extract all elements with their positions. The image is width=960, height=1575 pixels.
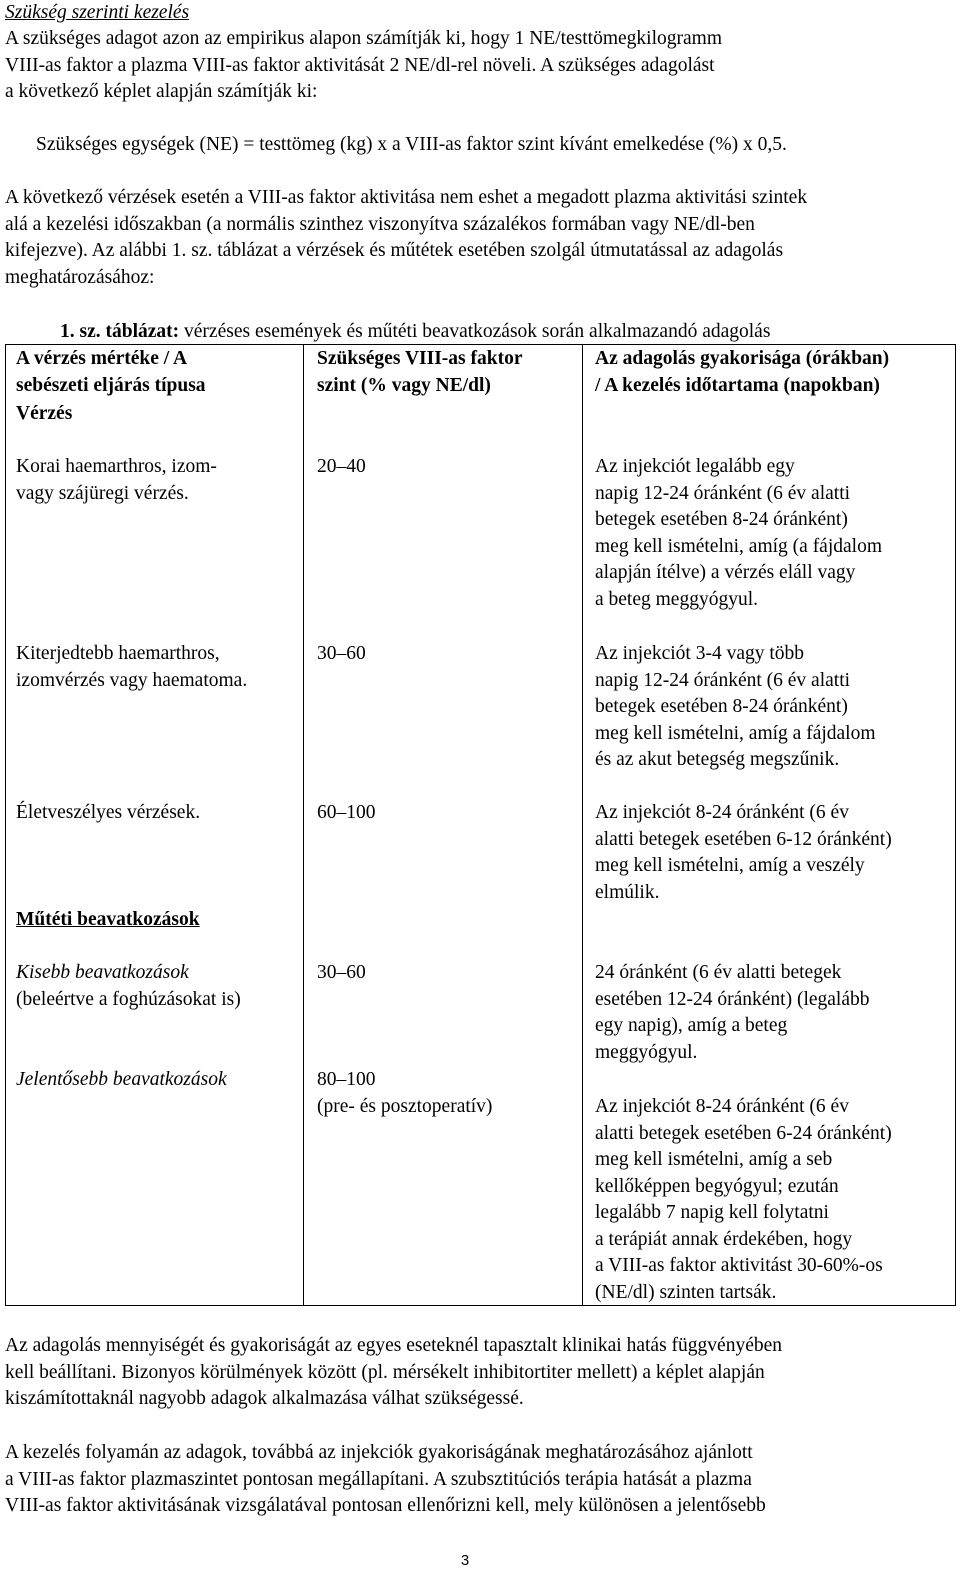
table-row-1-frequency — [595, 454, 955, 613]
cell-line: 30–60 — [317, 962, 366, 983]
text-line: alá a kezelési időszakban (a normális szinthez viszonyítva százalékos formában vagy NE/dl-ben — [5, 213, 755, 235]
text-line: Az adagolás mennyiségét és gyakoriságát az egyes eseteknél tapasztalt klinikai hatás függvényében — [5, 1335, 783, 1356]
cell-line: a beteg meggyógyul. — [595, 588, 758, 610]
cell-line: napig 12-24 óránként (6 év alatti — [595, 482, 851, 504]
header-line: / A kezelés időtartama (napokban) — [595, 374, 880, 396]
header-frequency — [595, 346, 955, 399]
dosage-table — [5, 344, 956, 1306]
cell-line: napig 12-24 óránként (6 év alatti — [595, 669, 851, 691]
header-line: sebészeti eljárás típusa — [16, 374, 206, 396]
cell-line: (pre- és posztoperatív) — [317, 1095, 493, 1117]
cell-line: vagy szájüregi vérzés. — [16, 482, 189, 504]
cell-line: meg kell ismételni, amíg (a fájdalom — [595, 535, 882, 557]
text-line: VIII-as faktor aktivitásának vizsgálatával pontosan ellenőrizni kell, mely különösen a jelentősebb — [5, 1495, 766, 1516]
cell-line: Jelentősebb beavatkozások — [16, 1069, 227, 1090]
table-row-2-frequency — [595, 641, 955, 774]
cell-line: betegek esetében 8-24 óránként) — [595, 509, 848, 530]
intro-paragraph — [5, 26, 955, 106]
cell-line: meg kell ismételni, amíg a fájdalom — [595, 722, 876, 744]
cell-line: alatti betegek esetében 6-24 óránként) — [595, 1122, 892, 1144]
table-row-1-type — [16, 454, 301, 507]
text-line: A kezelés folyamán az adagok, továbbá az injekciók gyakoriságának meghatározásához ajánlott — [5, 1442, 753, 1463]
header-line: A vérzés mértéke / A — [16, 348, 188, 369]
table-row-4-frequency — [595, 960, 955, 1066]
table-row-2-level: 30–60 — [317, 643, 366, 664]
cell-line: a VIII-as faktor aktivitást 30-60%-os — [595, 1255, 883, 1276]
header-bleeding-type — [16, 346, 301, 399]
table-row-2-type — [16, 641, 301, 694]
adjustment-paragraph — [5, 1333, 955, 1413]
table-row-3-frequency — [595, 800, 955, 906]
table-row-4-type — [16, 960, 301, 1013]
header-line: szint (% vagy NE/dl) — [317, 374, 491, 396]
text-line: A következő vérzések esetén a VIII-as faktor aktivitása nem eshet a megadott plazma aktivitási szintek — [5, 187, 808, 208]
text-line: meghatározásához: — [5, 266, 155, 288]
cell-line: alatti betegek esetében 6-12 óránként) — [595, 828, 892, 850]
header-line: Az adagolás gyakorisága (órákban) — [595, 348, 890, 369]
section-bleeding: Vérzés — [16, 403, 73, 424]
cell-line: meg kell ismételni, amíg a seb — [595, 1149, 833, 1170]
cell-line: kellőképpen begyógyul; ezután — [595, 1175, 839, 1197]
cell-line: Az injekciót 8-24 óránként (6 év — [595, 1096, 849, 1117]
cell-line: legalább 7 napig kell folytatni — [595, 1202, 829, 1223]
cell-line: Kisebb beavatkozások — [16, 962, 189, 983]
cell-line: alapján ítélve) a vérzés eláll vagy — [595, 562, 856, 583]
text-line: kell beállítani. Bizonyos körülmények között (pl. mérsékelt inhibitortiter mellett) a képlet alapján — [5, 1361, 765, 1383]
text-line: A szükséges adagot azon az empirikus alapon számítják ki, hogy 1 NE/testtömegkilogramm — [5, 28, 722, 49]
text-line: kiszámítottaknál nagyobb adagok alkalmazása válhat szükségessé. — [5, 1388, 524, 1409]
dosage-formula: Szükséges egységek (NE) = testtömeg (kg) x a VIII-as faktor szint kívánt emelkedése (%) x 0,5. — [36, 134, 787, 155]
column-divider — [582, 345, 583, 1305]
cell-line: elmúlik. — [595, 881, 660, 903]
table-row-5-frequency — [595, 1094, 955, 1306]
cell-line: (beleértve a foghúzásokat is) — [16, 988, 241, 1010]
table-row-5-level — [317, 1067, 579, 1120]
text-line: VIII-as faktor a plazma VIII-as faktor aktivitását 2 NE/dl-rel növeli. A szükséges adagolást — [5, 54, 715, 76]
cell-line: és az akut betegség megszűnik. — [595, 749, 840, 770]
text-line: a következő képlet alapján számítják ki: — [5, 81, 318, 102]
cell-line: meg kell ismételni, amíg a veszély — [595, 855, 865, 876]
section-surgery: Műtéti beavatkozások — [16, 909, 200, 930]
cell-line: Az injekciót 3-4 vagy több — [595, 643, 805, 664]
table-title — [60, 319, 770, 346]
table-row-1-level: 20–40 — [317, 456, 366, 477]
cell-line: (NE/dl) szinten tartsák. — [595, 1281, 777, 1303]
monitoring-paragraph — [5, 1440, 955, 1520]
cell-line: izomvérzés vagy haematoma. — [16, 669, 248, 691]
header-factor-level — [317, 346, 579, 399]
cell-line: 24 óránként (6 év alatti betegek — [595, 962, 842, 983]
cell-line: egy napig), amíg a beteg — [595, 1015, 788, 1036]
cell-line: 80–100 — [317, 1069, 376, 1090]
cell-line: betegek esetében 8-24 óránként) — [595, 696, 848, 717]
cell-line: Kiterjedtebb haemarthros, — [16, 643, 220, 664]
text-line: a VIII-as faktor plazmaszintet pontosan megállapítani. A szubsztitúciós terápia hatását a plazma — [5, 1468, 752, 1490]
bleeding-paragraph — [5, 185, 955, 291]
table-title-number: 1. sz. táblázat: — [60, 321, 180, 342]
page-number: 3 — [460, 1552, 470, 1569]
cell-line: Az injekciót legalább egy — [595, 456, 795, 477]
cell-line: Életveszélyes vérzések. — [16, 802, 201, 823]
column-divider — [303, 345, 304, 1305]
text-line: kifejezve). Az alábbi 1. sz. táblázat a vérzések és műtétek esetében szolgál útmutatással az adagolás — [5, 240, 784, 261]
header-line: Szükséges VIII-as faktor — [317, 348, 523, 369]
cell-line: Korai haemarthros, izom- — [16, 456, 217, 477]
table-row-5-type — [16, 1067, 301, 1094]
table-row-4-level — [317, 960, 579, 987]
table-row-3-type — [16, 800, 301, 827]
cell-line: esetében 12-24 óránként) (legalább — [595, 988, 870, 1010]
cell-line: a terápiát annak érdekében, hogy — [595, 1228, 853, 1250]
cell-line: meggyógyul. — [595, 1041, 698, 1063]
cell-line: Az injekciót 8-24 óránként (6 év — [595, 802, 849, 823]
table-title-text: vérzéses események és műtéti beavatkozások során alkalmazandó adagolás — [179, 321, 771, 342]
section-heading: Szükség szerinti kezelés — [5, 2, 190, 23]
table-row-3-level: 60–100 — [317, 802, 376, 823]
